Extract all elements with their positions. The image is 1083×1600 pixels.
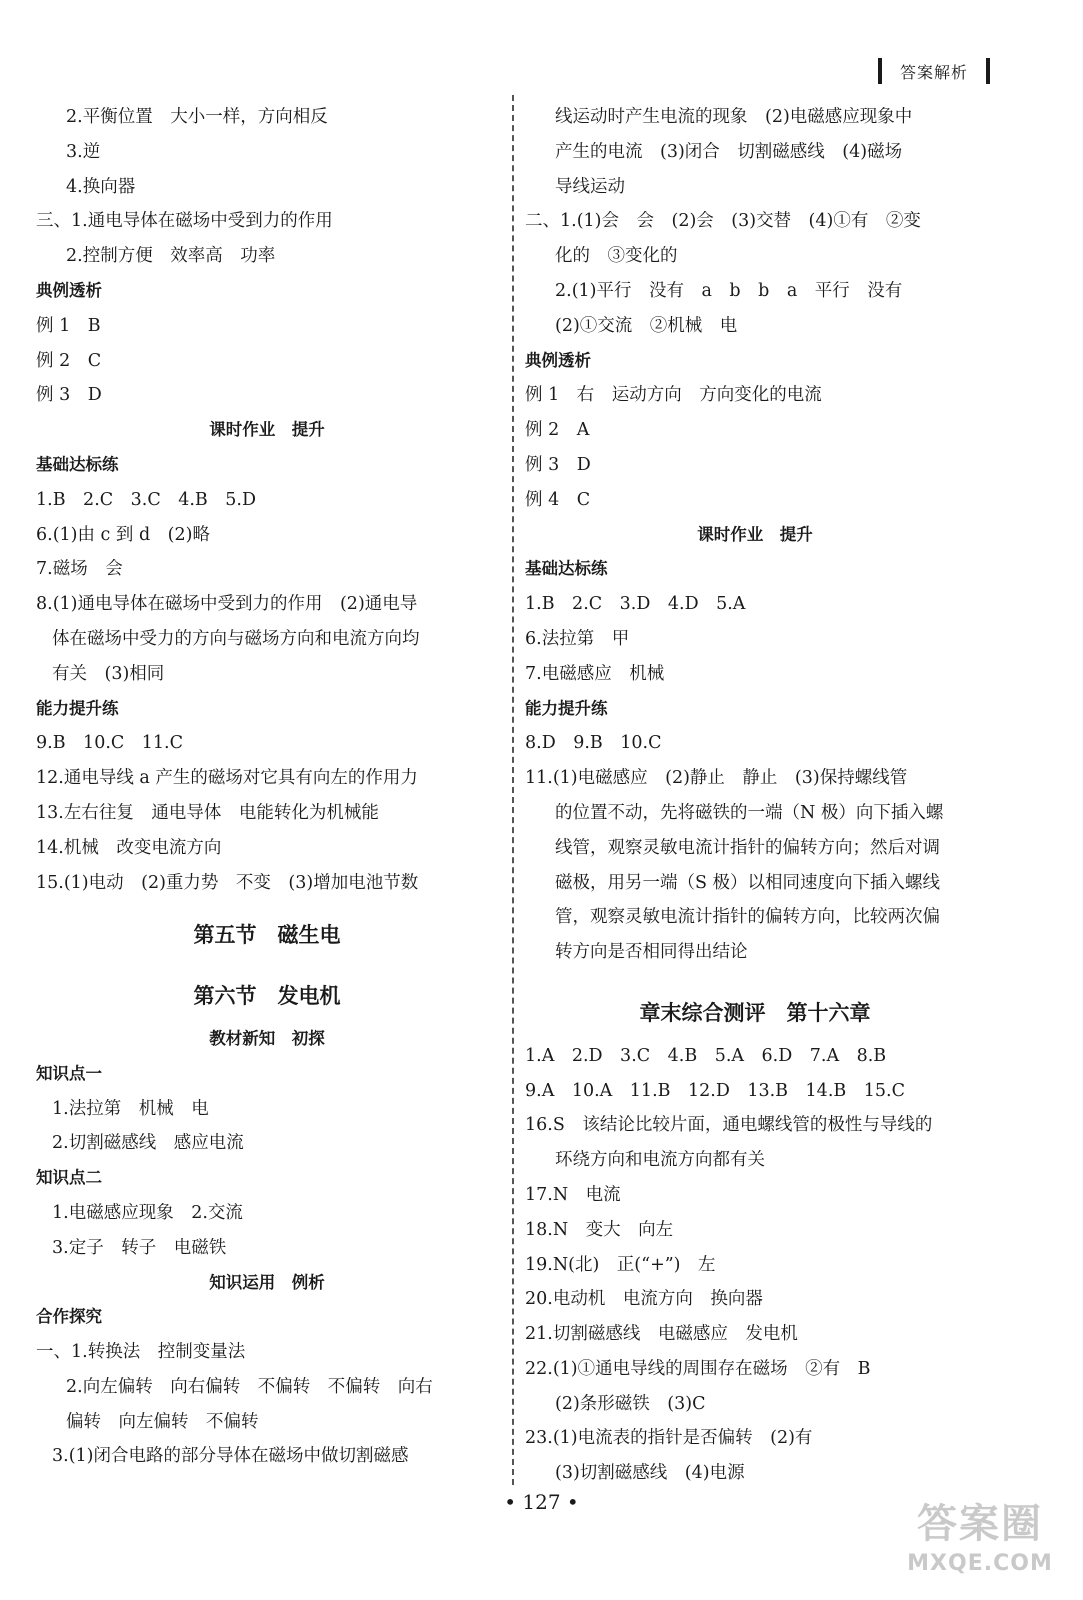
- text-line: 例 4 C: [525, 489, 591, 510]
- text-line: 9.B 10.C 11.C: [36, 733, 183, 754]
- text-line: 13.左右往复 通电导体 电能转化为机械能: [36, 802, 379, 823]
- section-heading: 知识点二: [36, 1168, 102, 1188]
- text-line: 1.B 2.C 3.C 4.B 5.D: [36, 489, 257, 510]
- chapter-title: 章末综合测评 第十六章: [639, 1000, 871, 1025]
- text-line: 1.法拉第 机械 电: [52, 1098, 209, 1119]
- column-divider: [512, 95, 514, 1485]
- text-line: 化的 ③变化的: [555, 246, 678, 267]
- text-line: 18.N 变大 向左: [525, 1219, 674, 1240]
- text-line: 偏转 向左偏转 不偏转: [66, 1411, 259, 1432]
- section-heading: 典例透析: [525, 350, 591, 370]
- text-line: 1.电磁感应现象 2.交流: [52, 1202, 243, 1223]
- left-column: [36, 100, 498, 1474]
- text-line: 例 2 A: [525, 420, 590, 441]
- text-line: 例 3 D: [36, 385, 102, 406]
- text-line: 线管，观察灵敏电流计指针的偏转方向；然后对调: [555, 837, 940, 858]
- text-line: 4.换向器: [66, 176, 136, 197]
- text-line: 14.机械 改变电流方向: [36, 837, 222, 858]
- section-heading: 合作探究: [36, 1307, 102, 1327]
- text-line: 例 1 B: [36, 315, 101, 336]
- section-heading: 能力提升练: [36, 698, 119, 718]
- text-line: 1.A 2.D 3.C 4.B 5.A 6.D 7.A 8.B: [525, 1045, 887, 1066]
- text-line: 2.(1)平行 没有 a b b a 平行 没有: [555, 280, 903, 301]
- watermark-text: 答案圈: [917, 1501, 1043, 1547]
- text-line: 6.(1)由 c 到 d (2)略: [36, 524, 210, 545]
- centered-heading: 知识运用 例析: [209, 1272, 325, 1292]
- text-line: 3.(1)闭合电路的部分导体在磁场中做切割磁感: [52, 1446, 409, 1467]
- right-column: [525, 100, 985, 1491]
- text-line: 12.通电导线 a 产生的磁场对它具有向左的作用力: [36, 768, 418, 789]
- text-line: 8.(1)通电导体在磁场中受到力的作用 (2)通电导: [36, 594, 418, 615]
- text-line: 1.B 2.C 3.D 4.D 5.A: [525, 594, 746, 615]
- text-line: 2.控制方便 效率高 功率: [66, 246, 276, 267]
- centered-heading: 教材新知 初探: [209, 1028, 325, 1048]
- text-line: 2.平衡位置 大小一样，方向相反: [66, 107, 328, 127]
- chapter-title: 第五节 磁生电: [193, 923, 341, 948]
- section-heading: 能力提升练: [525, 698, 608, 718]
- text-line: 19.N(北) 正(“+”) 左: [525, 1254, 716, 1275]
- text-line: 6.法拉第 甲: [525, 628, 630, 649]
- watermark-url: MXQE.COM: [907, 1551, 1053, 1576]
- text-line: 三、1.通电导体在磁场中受到力的作用: [36, 211, 333, 232]
- watermark-logo: [895, 1498, 1065, 1588]
- section-heading: 知识点一: [36, 1063, 102, 1083]
- page-number: • 127 •: [504, 1490, 579, 1514]
- text-line: 例 3 D: [525, 454, 591, 475]
- text-line: 环绕方向和电流方向都有关: [555, 1150, 765, 1171]
- text-line: (2)条形磁铁 (3)C: [555, 1393, 706, 1414]
- text-line: (2)①交流 ②机械 电: [555, 315, 738, 336]
- section-heading: 典例透析: [36, 280, 102, 300]
- text-line: 磁极，用另一端（S 极）以相同速度向下插入螺线: [555, 872, 941, 893]
- text-line: 导线运动: [555, 176, 625, 197]
- text-line: 17.N 电流: [525, 1184, 621, 1205]
- text-line: 3.定子 转子 电磁铁: [52, 1237, 227, 1258]
- text-line: 20.电动机 电流方向 换向器: [525, 1289, 763, 1310]
- section-heading: 基础达标练: [525, 559, 608, 579]
- text-line: 二、1.(1)会 会 (2)会 (3)交替 (4)①有 ②变: [525, 211, 921, 232]
- text-line: 的位置不动，先将磁铁的一端（N 极）向下插入螺: [555, 802, 944, 823]
- text-line: 管，观察灵敏电流计指针的偏转方向，比较两次偏: [555, 907, 940, 928]
- text-line: 2.向左偏转 向右偏转 不偏转 不偏转 向右: [66, 1376, 433, 1397]
- text-line: 22.(1)①通电导线的周围存在磁场 ②有 B: [525, 1358, 871, 1379]
- text-line: 8.D 9.B 10.C: [525, 733, 662, 754]
- text-line: 产生的电流 (3)闭合 切割磁感线 (4)磁场: [555, 141, 903, 162]
- text-line: 9.A 10.A 11.B 12.D 13.B 14.B 15.C: [525, 1080, 905, 1101]
- text-line: 11.(1)电磁感应 (2)静止 静止 (3)保持螺线管: [525, 768, 908, 789]
- text-line: 2.切割磁感线 感应电流: [52, 1133, 244, 1154]
- text-line: 7.磁场 会: [36, 559, 123, 580]
- chapter-title: 第六节 发电机: [193, 984, 341, 1009]
- text-line: 转方向是否相同得出结论: [555, 942, 748, 963]
- text-line: 15.(1)电动 (2)重力势 不变 (3)增加电池节数: [36, 872, 419, 893]
- text-line: 16.S 该结论比较片面，通电螺线管的极性与导线的: [525, 1115, 933, 1136]
- answer-analysis-tag: 答案解析: [878, 58, 990, 84]
- text-line: 例 2 C: [36, 350, 102, 371]
- text-line: 7.电磁感应 机械: [525, 663, 665, 684]
- text-line: 有关 (3)相同: [52, 663, 165, 684]
- text-line: 一、1.转换法 控制变量法: [36, 1342, 246, 1363]
- text-line: 线运动时产生电流的现象 (2)电磁感应现象中: [555, 107, 913, 127]
- text-line: 例 1 右 运动方向 方向变化的电流: [525, 385, 822, 406]
- text-line: 23.(1)电流表的指针是否偏转 (2)有: [525, 1428, 813, 1449]
- centered-heading: 课时作业 提升: [209, 420, 325, 440]
- centered-heading: 课时作业 提升: [697, 524, 813, 544]
- text-line: 体在磁场中受力的方向与磁场方向和电流方向均: [52, 628, 420, 649]
- text-line: 3.逆: [66, 141, 101, 162]
- section-heading: 基础达标练: [36, 454, 119, 474]
- text-line: (3)切割磁感线 (4)电源: [555, 1463, 745, 1484]
- text-line: 21.切割磁感线 电磁感应 发电机: [525, 1324, 798, 1345]
